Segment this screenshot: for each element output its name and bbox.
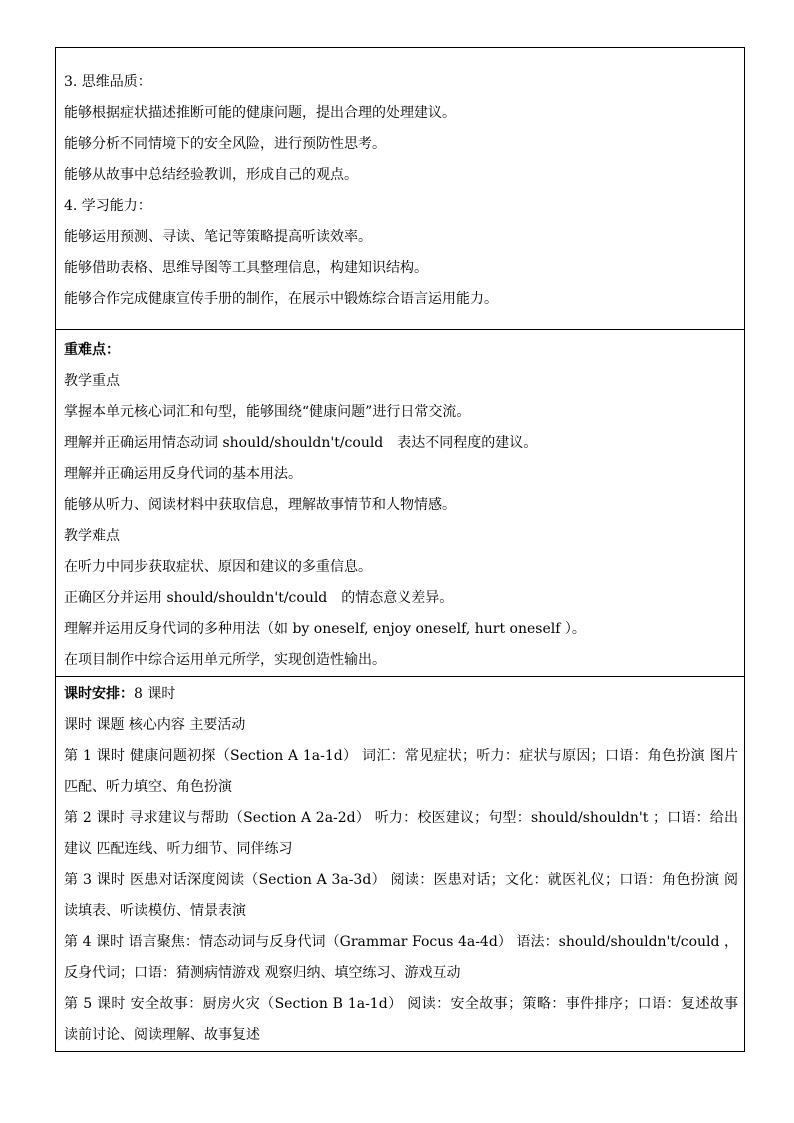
key-difficult-title: 重难点：	[64, 342, 120, 358]
learning-item: 能够合作完成健康宣传手册的制作，在展示中锻炼综合语言运用能力。	[64, 291, 498, 307]
thinking-learning-cell	[56, 48, 745, 330]
lesson-entry: 第 5 课时 安全故事：厨房火灾（Section B 1a-1d） 阅读：安全故事；策略：事件排序；口语：复述故事 读前讨论、阅读理解、故事复述	[64, 996, 738, 1043]
lesson-entry: 第 3 课时 医患对话深度阅读（Section A 3a-3d） 阅读：医患对话；文化：就医礼仪；口语：角色扮演 阅读填表、听读模仿、情景表演	[64, 872, 738, 919]
key-difficult-cell	[56, 330, 745, 677]
schedule-row	[56, 677, 745, 1052]
thinking-item: 能够从故事中总结经验教训，形成自己的观点。	[64, 167, 358, 183]
lesson-entry: 第 4 课时 语言聚焦：情态动词与反身代词（Grammar Focus 4a-4d） 语法：should/shouldn't/could ，反身代词；口语：猜测病情游戏 观察归纳、填空练习、游戏互动	[64, 934, 738, 981]
key-points-heading: 教学重点	[64, 373, 120, 389]
key-point-item: 能够从听力、阅读材料中获取信息，理解故事情节和人物情感。	[64, 497, 456, 513]
key-difficult-row	[56, 330, 745, 677]
thinking-item: 能够分析不同情境下的安全风险，进行预防性思考。	[64, 136, 386, 152]
schedule-cell	[56, 677, 745, 1052]
difficult-point-item: 在听力中同步获取症状、原因和建议的多重信息。	[64, 559, 372, 575]
key-point-item: 理解并正确运用情态动词 should/shouldn't/could 表达不同程度的建议。	[64, 435, 538, 451]
difficult-point-item: 理解并运用反身代词的多种用法（如 by oneself, enjoy oneself, hurt oneself ）。	[64, 621, 586, 637]
learning-item: 能够借助表格、思维导图等工具整理信息，构建知识结构。	[64, 260, 428, 276]
difficult-point-item: 正确区分并运用 should/shouldn't/could 的情态意义差异。	[64, 590, 454, 606]
difficult-points-heading: 教学难点	[64, 528, 120, 544]
difficult-point-item: 在项目制作中综合运用单元所学，实现创造性输出。	[64, 652, 386, 668]
schedule-total: 8 课时	[134, 686, 176, 702]
thinking-item: 能够根据症状描述推断可能的健康问题，提出合理的处理建议。	[64, 105, 456, 121]
lesson-entry: 第 1 课时 健康问题初探（Section A 1a-1d） 词汇：常见症状；听力：症状与原因；口语：角色扮演 图片匹配、听力填空、角色扮演	[64, 748, 738, 795]
schedule-title: 课时安排：	[64, 686, 134, 702]
thinking-learning-row	[56, 48, 745, 330]
heading-thinking-quality: 3. 思维品质：	[64, 74, 152, 90]
lesson-plan-table	[55, 47, 745, 1052]
schedule-columns: 课时 课题 核心内容 主要活动	[64, 717, 246, 733]
heading-learning-ability: 4. 学习能力：	[64, 198, 152, 214]
learning-item: 能够运用预测、寻读、笔记等策略提高听读效率。	[64, 229, 372, 245]
key-point-item: 理解并正确运用反身代词的基本用法。	[64, 466, 302, 482]
schedule-title-line	[64, 679, 738, 710]
lesson-entry: 第 2 课时 寻求建议与帮助（Section A 2a-2d） 听力：校医建议；句型：should/shouldn't ；口语：给出建议 匹配连线、听力细节、同伴练习	[64, 810, 738, 857]
key-point-item: 掌握本单元核心词汇和句型，能够围绕“健康问题”进行日常交流。	[64, 404, 471, 420]
